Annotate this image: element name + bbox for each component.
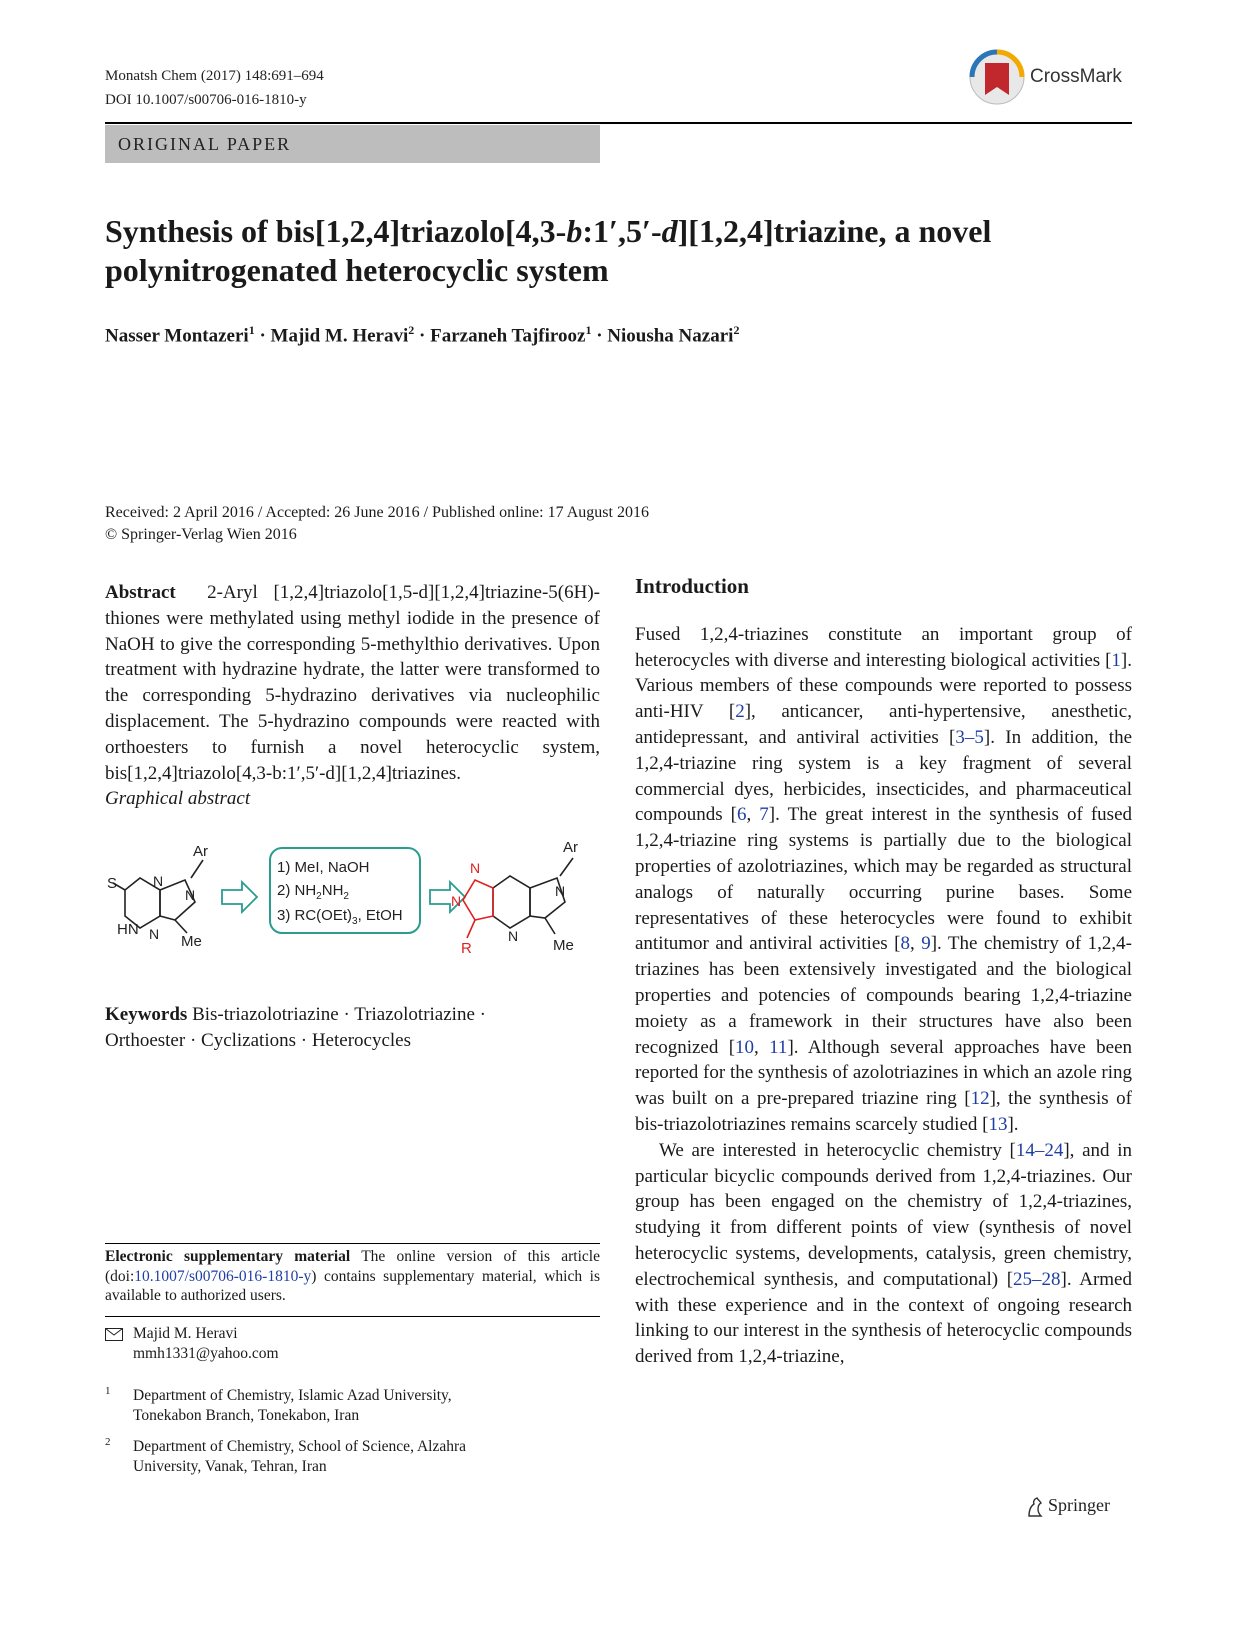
paragraph-text: ]. The chemistry of 1,2,4-triazines has been extensively investigated and the biological properties and potencies of compounds bearing 1,2,4-triazine moiety as a framework in their structures have also been recognized [ [635,933,1132,1058]
scheme-n-label: N [185,887,196,903]
citation-link[interactable]: 25–28 [1013,1268,1061,1290]
citation-link[interactable]: 11 [769,1036,788,1058]
paragraph-text: , [746,804,760,826]
abstract [105,580,600,812]
affiliation-1 [105,1386,600,1425]
esm-text-2: ) contains supplementary material, which is available to authorized users. [105,1267,600,1304]
publisher-name: Springer [1048,1495,1110,1515]
title-line-1: Synthesis of bis[1,2,4]triazolo[4,3-b:1′,5′-d][1,2,4]triazine, a novel [105,213,992,249]
graphical-abstract-scheme [105,838,600,963]
citation-link[interactable]: 1 [1111,649,1121,671]
paragraph-text: ]. Various members of these compounds were reported to possess anti-HIV [ [635,649,1132,723]
copyright-line: © Springer-Verlag Wien 2016 [105,526,297,543]
esm-text-1: The online version of this article (doi: [105,1248,600,1285]
keywords-line-2: Orthoester · Cyclizations · Heterocycles [105,1029,411,1051]
envelope-icon [105,1328,123,1341]
author-aff: 1 [248,323,255,337]
scheme-n-label: N [451,893,462,909]
correspondence-name: Majid M. Heravi [133,1325,238,1342]
doi: DOI 10.1007/s00706-016-1810-y [105,92,307,108]
journal-citation [105,64,324,112]
keywords [105,1002,600,1054]
springer-horse-icon [1026,1497,1044,1517]
scheme-s-label: S [107,875,118,892]
keywords-line-1: Bis-triazolotriazine · Triazolotriazine · [192,1004,486,1025]
citation-link[interactable]: 3–5 [955,726,984,748]
affiliation-number: 2 [105,1436,111,1448]
scheme-ar-label: Ar [193,843,208,860]
citation-link[interactable]: 13 [988,1113,1008,1135]
affiliation-line: Tonekabon Branch, Tonekabon, Iran [133,1406,360,1424]
title-line-2: polynitrogenated heterocyclic system [105,252,609,288]
paragraph-text: ]. Although several approaches have been reported for the synthesis of azolotriazines in which an azole ring was built on a pre-prepared triazine ring [ [635,1036,1133,1110]
citation-link[interactable]: 12 [970,1088,990,1110]
citation-link[interactable]: 10 [735,1036,755,1058]
citation-link[interactable]: 14–24 [1015,1139,1064,1161]
scheme-n-label: N [555,883,566,899]
citation-link[interactable]: 8 [900,933,910,955]
author-aff: 1 [585,323,592,337]
author-name[interactable]: Nasser Montazeri [105,325,249,347]
footnote-rule [105,1243,600,1244]
introduction-section [635,574,1132,1370]
affiliation-line: University, Vanak, Tehran, Iran [133,1457,327,1475]
footnote-rule [105,1316,600,1317]
abstract-label: Abstract [105,582,176,603]
condition-step-3: 3) $RC(OEt)_3$, EtOH [277,907,403,927]
paragraph-text: ]. [1007,1113,1019,1135]
paragraph-text: Fused 1,2,4-triazines constitute an important group of heterocycles with diverse and interesting biological activities [ [635,623,1132,671]
paragraph-text: ]. In addition, the 1,2,4-triazine ring system is a key fragment of several commercial dyes, herbicides, insecticides, and pharmaceutical compounds [ [635,726,1132,826]
esm-note [105,1247,600,1306]
paragraph-text: , [754,1036,770,1058]
scheme-hn-label: HN [117,921,139,938]
author-name[interactable]: Majid M. Heravi [270,325,409,347]
section-heading: Introduction [635,574,749,598]
reaction-arrow-icon [222,882,257,912]
paragraph-text: ]. The great interest in the synthesis of fused 1,2,4-triazine ring systems is partially due to the biological properties of azolotriazines, which may be regarded as structural analogs of naturally occurring purine bases. Some representatives of these heterocycles were found to exhibit antitumor and antiviral activities [ [635,804,1132,955]
citation-link[interactable]: 2 [735,701,745,723]
springer-logo [1026,1495,1146,1521]
paragraph-text: ], the synthesis of bis-triazolotriazines remains scarcely studied [ [635,1088,1132,1135]
crossmark-label: CrossMark [1030,66,1122,87]
paragraph-text: ], anticancer, anti-hypertensive, anesthetic, antidepressant, and antiviral activities [ [635,701,1132,748]
author-aff: 2 [408,323,415,337]
condition-step-1: 1) MeI, NaOH [277,859,370,876]
condition-step-2: 2) $NH_2NH_2$ [277,882,349,902]
author-list: Nasser Montazeri$^1$ · Majid M. Heravi$^2$ · Farzaneh Tajfirooz$^1$ · Niousha Nazari$^2$ [105,323,740,347]
crossmark-badge[interactable] [968,48,1138,110]
correspondence [105,1324,600,1363]
affiliation-line: Department of Chemistry, Islamic Azad University, [133,1387,452,1404]
citation-link[interactable]: 7 [759,804,769,826]
scheme-n-label: N [470,860,481,876]
header-rule [105,122,1132,124]
scheme-me-label: Me [553,937,574,954]
keywords-label: Keywords [105,1004,188,1025]
paragraph-text: , [909,933,922,955]
affiliation-number: 1 [105,1385,111,1397]
journal-name: Monatsh Chem (2017) 148:691–694 [105,68,324,84]
intro-paragraph-2 [635,1138,1132,1370]
scheme-ar-label: Ar [563,839,578,856]
abstract-text [105,580,600,786]
date-line: Received: 2 April 2016 / Accepted: 26 June 2016 / Published online: 17 August 2016 [105,504,649,521]
affiliation-line: Department of Chemistry, School of Science, Alzahra [133,1438,467,1455]
author-aff: 2 [733,323,740,337]
paragraph-text: ]. Armed with these experience and in the context of ongoing research linking to our interest in the synthesis of heterocyclic compounds derived from 1,2,4-triazine, [635,1268,1132,1368]
section-banner: ORIGINAL PAPER [105,125,600,163]
graphical-abstract-label: Graphical abstract [105,788,251,810]
intro-paragraph-1 [635,622,1132,1138]
citation-link[interactable]: 9 [921,933,931,955]
correspondence-email[interactable]: mmh1331@yahoo.com [133,1344,279,1362]
publication-dates [105,502,905,546]
scheme-r-label: R [461,940,472,957]
author-name[interactable]: Farzaneh Tajfirooz [430,325,586,347]
scheme-n-label: N [149,926,160,942]
author-name[interactable]: Niousha Nazari [607,325,734,347]
paragraph-text: ], and in particular bicyclic compounds derived from 1,2,4-triazines. Our group has been engaged on the chemistry of 1,2,4-triazines, studying it from different points of view (synthesis of novel heterocyclic systems, developments, catalysis, green chemistry, electrochemical synthesis, and computational) [ [635,1139,1132,1290]
paragraph-text: We are interested in heterocyclic chemistry [ [659,1139,1016,1161]
scheme-n-label: N [508,928,519,944]
crossmark-icon [968,48,1026,106]
esm-label: Electronic supplementary material [105,1248,351,1265]
citation-link[interactable]: 6 [736,804,747,826]
scheme-me-label: Me [181,933,202,950]
esm-doi-link[interactable]: 10.1007/s00706-016-1810-y [134,1267,312,1285]
scheme-n-label: N [153,873,164,889]
article-title [105,212,1135,290]
abstract-body: 2-Aryl [1,2,4]triazolo[1,5-d][1,2,4]triazine-5(6H)-thiones were methylated using methyl iodide in the presence of NaOH to give the corresponding 5-methylthio derivatives. Upon treatment with hydrazine hydrate, the latter were transformed to the corresponding 5-hydrazino derivatives via nucleophilic displacement. The 5-hydrazino compounds were reacted with orthoesters to furnish a novel heterocyclic system, bis[1,2,4]triazolo[4,3-b:1′,5′-d][1,2,4]triazines. [105,582,601,784]
affiliation-2 [105,1437,600,1476]
